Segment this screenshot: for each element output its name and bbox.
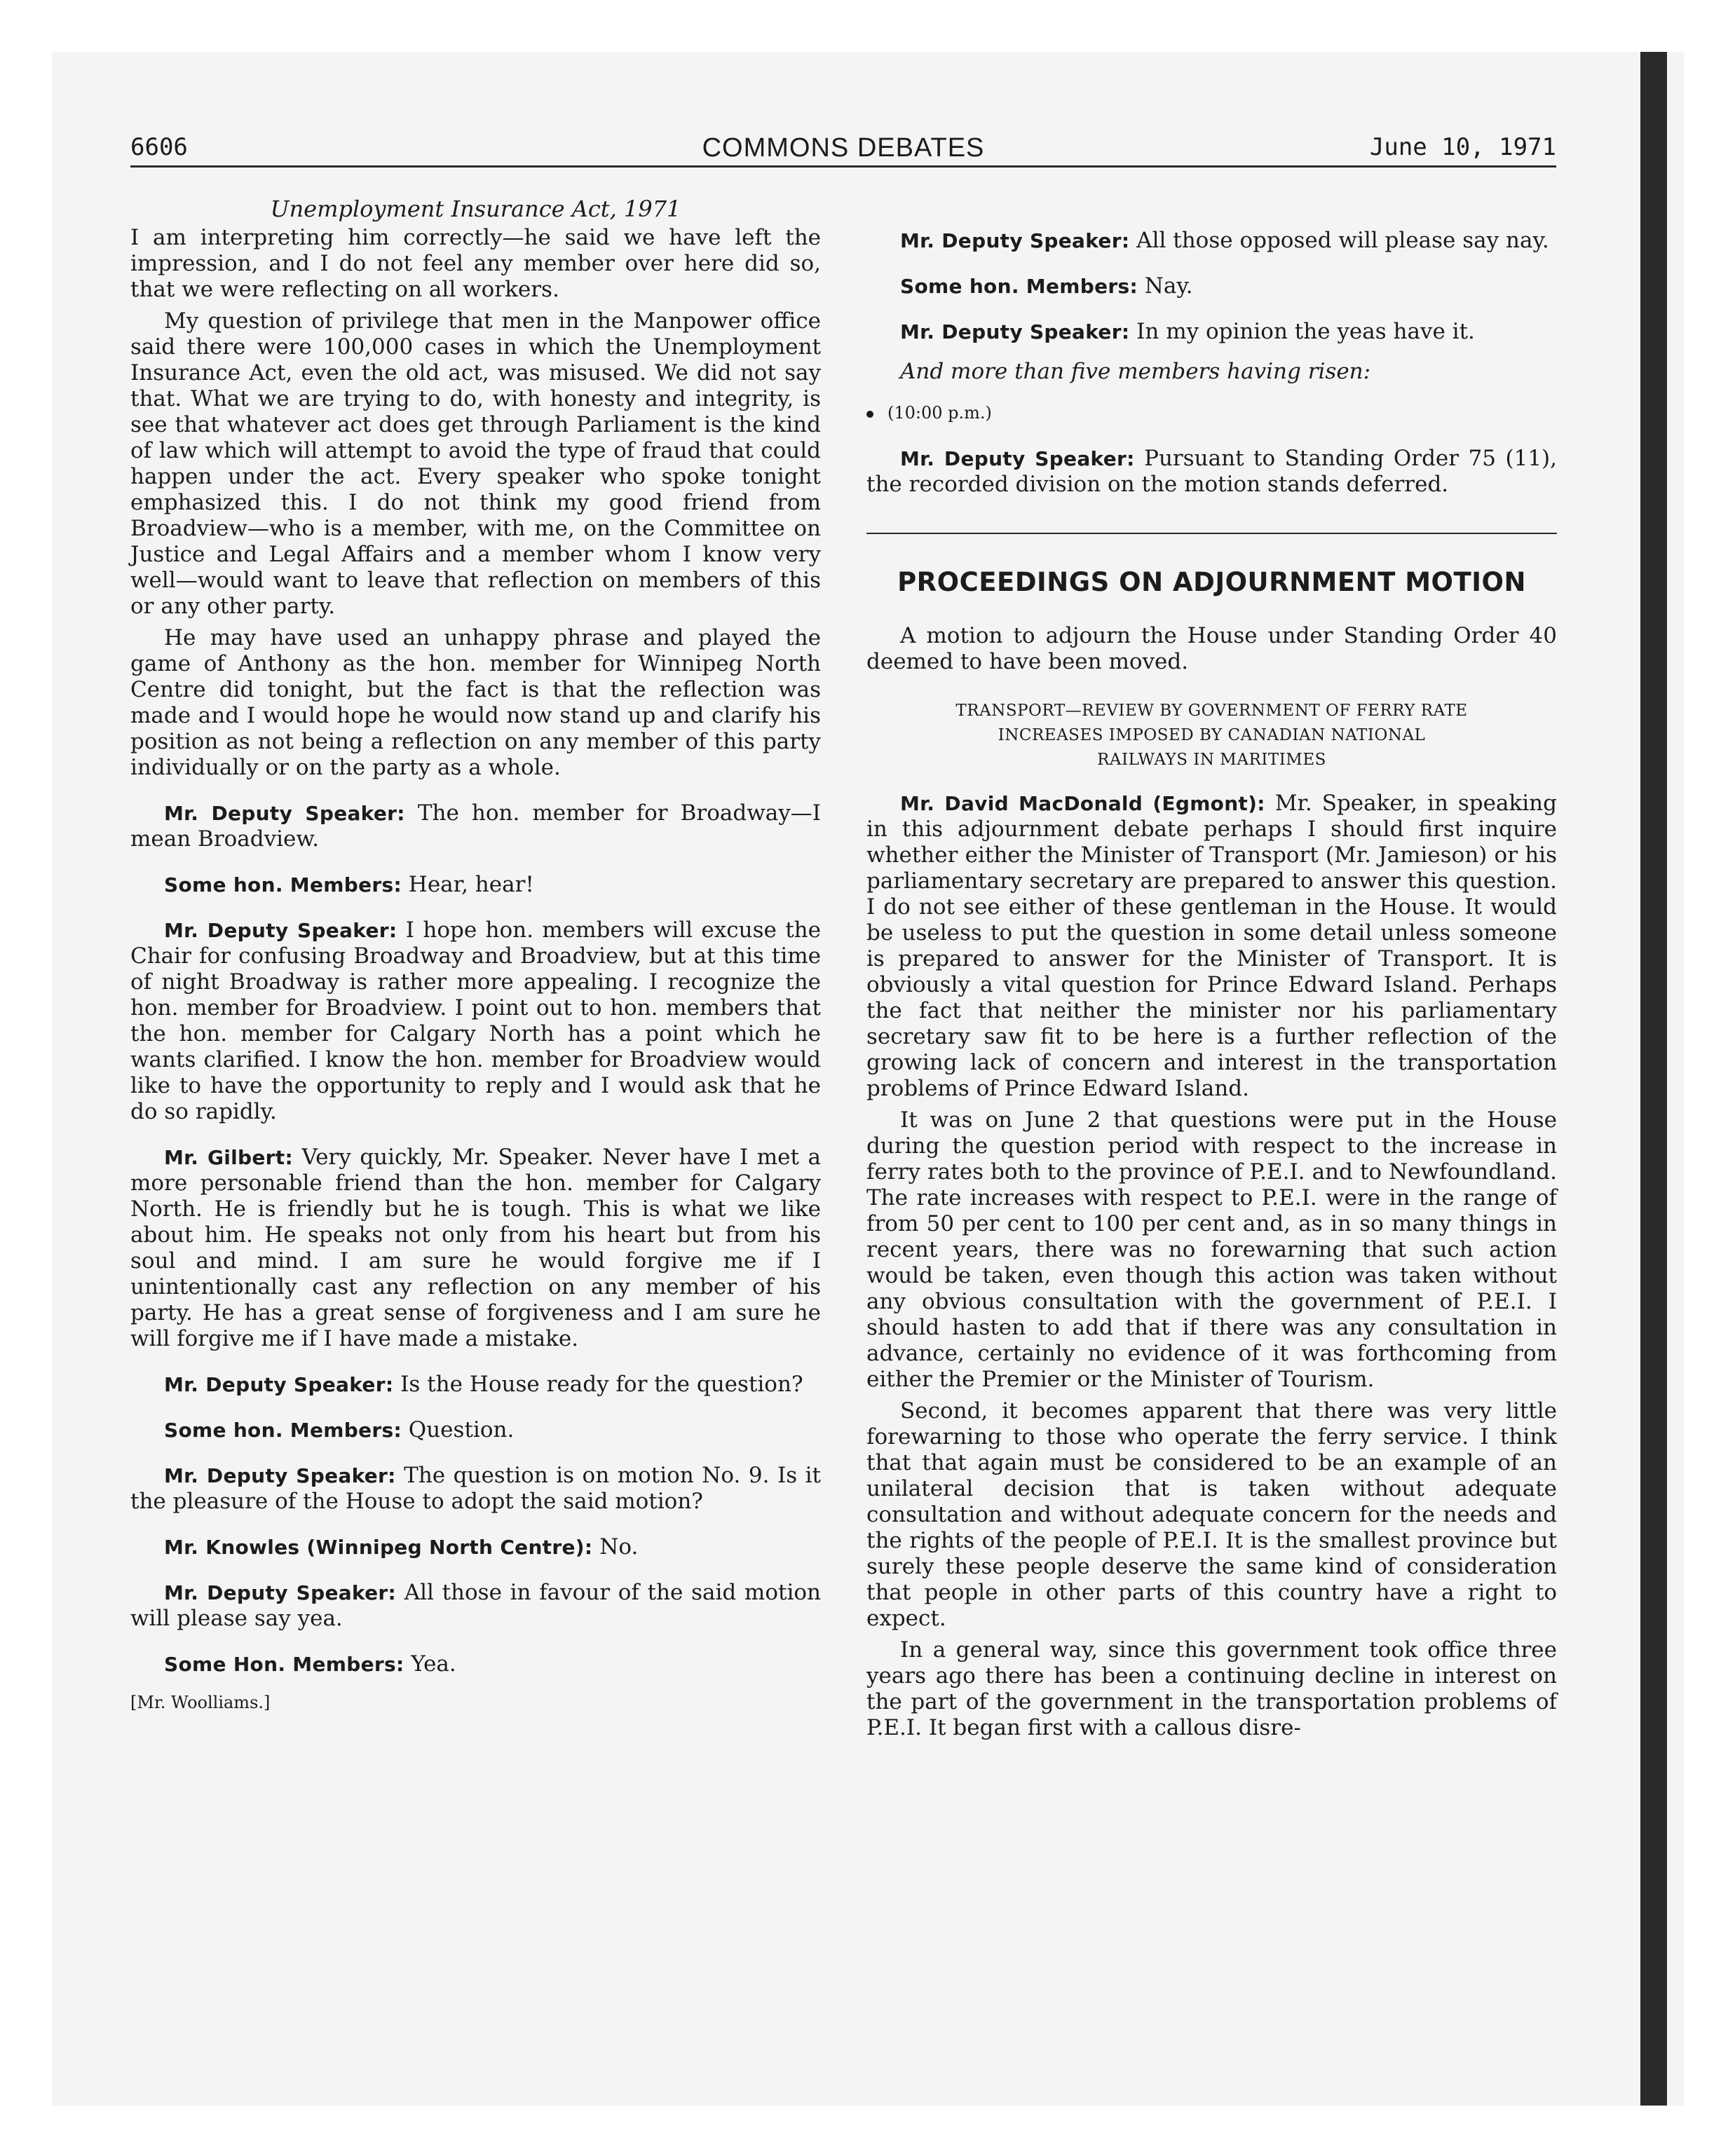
paragraph: Second, it becomes apparent that there was very little forewarning to those who operate the ferry service. I think that that again must be considered to be an example of an unilateral decision that is taken without adequate consultation and without adequate concern for the needs and the rights of the people of P.E.I. It is the smallest province but surely these people deserve the same kind of consideration that people in other parts of this country have a right to expect.	[866, 1398, 1557, 1631]
speaker-name: Mr. Deputy Speaker:	[164, 1581, 396, 1604]
speech	[130, 917, 821, 1125]
speaker-name: Mr. Deputy Speaker:	[164, 802, 405, 825]
speech	[866, 791, 1557, 1102]
publication-title: COMMONS DEBATES	[702, 133, 985, 163]
speech	[130, 1372, 821, 1398]
time-text: (10:00 p.m.)	[887, 403, 992, 423]
header-date: June 10, 1971	[1369, 133, 1556, 161]
speech	[866, 446, 1557, 498]
speech-text: I hope hon. members will excuse the Chair for confusing Broadway and Broadview, but at this time of night Broadway is rather more appealing. I recognize the hon. member for Broadview. I point out to hon. members that the hon. member for Calgary North has a point which he wants clarified. I know the hon. member for Broadview would like to have the opportunity to reply and I would ask that he do so rapidly.	[130, 917, 821, 1124]
paragraph: It was on June 2 that questions were put in the House during the question period with respect to the increase in ferry rates both to the province of P.E.I. and to Newfoundland. The rate increases with respect to P.E.I. were in the range of from 50 per cent to 100 per cent and, as in so many things in recent years, there was no forewarning that such action would be taken, even though this action was taken without any obvious consultation with the government of P.E.I. I should hasten to add that if there was any consultation in advance, certainly no evidence of it was forthcoming from either the Premier or the Minister of Tourism.	[866, 1107, 1557, 1392]
speech	[866, 228, 1557, 254]
speaker-name: Mr. Deputy Speaker:	[164, 1464, 396, 1487]
speaker-name: Mr. Deputy Speaker:	[900, 447, 1135, 470]
speech	[866, 273, 1557, 299]
hansard-page	[130, 126, 1557, 1740]
speech-text: Question.	[401, 1417, 515, 1442]
speech-text: The question is on motion No. 9. Is it the pleasure of the House to adopt the said motion?	[130, 1463, 821, 1514]
speech-text: Yea.	[404, 1651, 456, 1677]
speech-text: Nay.	[1137, 273, 1193, 299]
paragraph: He may have used an unhappy phrase and played the game of Anthony as the hon. member for Winnipeg North Centre did tonight, but the fact is that the reflection was made and I would hope he would now stand up and clarify his position as not being a reflection on any member of this party individually or on the party as a whole.	[130, 625, 821, 780]
page-header	[130, 126, 1556, 168]
page-number: 6606	[130, 133, 188, 161]
speech	[130, 1463, 821, 1515]
speech-text: The hon. member for Broadway—I mean Broadview.	[130, 800, 821, 852]
subheading-line: INCREASES IMPOSED BY CANADIAN NATIONAL	[998, 726, 1426, 744]
speech-text: Mr. Speaker, in speaking in this adjournment debate perhaps I should first inquire whether either the Minister of Transport (Mr. Jamieson) or his parliamentary secretary are prepared to answer this question. I do not see either of these gentleman in the House. It would be useless to put the question in some detail unless someone is prepared to answer for the Minister of Transport. It is obviously a vital question for Prince Edward Island. Perhaps the fact that neither the minister nor his parliamentary secretary saw fit to be here is a further reflection of the growing lack of concern and interest in the transportation problems of Prince Edward Island.	[866, 791, 1557, 1101]
speech	[130, 1580, 821, 1632]
speech	[130, 1534, 821, 1560]
speech-text: Pursuant to Standing Order 75 (11), the recorded division on the motion stands deferred.	[866, 446, 1557, 497]
speech	[130, 1417, 821, 1443]
section-heading: PROCEEDINGS ON ADJOURNMENT MOTION	[897, 567, 1526, 597]
speaker-name: Mr. David MacDonald (Egmont):	[900, 792, 1265, 815]
speech	[130, 1651, 821, 1677]
scan-edge-bar	[1640, 52, 1667, 2106]
speaker-name: Mr. Deputy Speaker:	[164, 919, 397, 942]
speaker-name: Some hon. Members:	[164, 873, 402, 896]
paragraph: In a general way, since this government took office three years ago there has been a continuing decline in interest on the part of the government in the transportation problems of P.E.I. It began first with a callous disre-	[866, 1637, 1557, 1740]
speaker-name: Some hon. Members:	[900, 275, 1138, 298]
time-marker	[866, 400, 1557, 426]
speech-text: Very quickly, Mr. Speaker. Never have I met a more personable friend than the hon. member for Calgary North. He is friendly but he is tough. This is what we like about him. He speaks not only from his heart but from his soul and mind. I am sure he would forgive me if I unintentionally cast any reflection on any member of his party. He has a great sense of forgiveness and I am sure he will forgive me if I have made a mistake.	[130, 1145, 821, 1351]
paragraph: A motion to adjourn the House under Standing Order 40 deemed to have been moved.	[866, 623, 1557, 674]
right-column	[866, 228, 1557, 1747]
speaker-name: Some Hon. Members:	[164, 1653, 404, 1676]
speaker-name: Mr. Knowles (Winnipeg North Centre):	[164, 1536, 593, 1559]
speaker-name: Mr. Deputy Speaker:	[900, 320, 1130, 343]
speaker-name: Mr. Deputy Speaker:	[164, 1373, 394, 1396]
speech	[130, 1145, 821, 1352]
speech-text: In my opinion the yeas have it.	[1129, 319, 1475, 344]
speech-text: Is the House ready for the question?	[393, 1372, 803, 1397]
running-title: Unemployment Insurance Act, 1971	[270, 196, 681, 222]
speaker-attribution: [Mr. Woolliams.]	[130, 1693, 271, 1712]
speaker-name: Some hon. Members:	[164, 1419, 402, 1442]
section-divider	[866, 533, 1557, 534]
speech-text: Hear, hear!	[401, 872, 534, 897]
speech	[130, 800, 821, 852]
speech-text: All those opposed will please say nay.	[1129, 228, 1549, 253]
speech	[866, 319, 1557, 345]
speech-text: No.	[592, 1534, 639, 1560]
bullet-icon	[866, 411, 873, 418]
subheading-line: RAILWAYS IN MARITIMES	[1097, 751, 1326, 769]
left-column	[130, 196, 821, 1716]
stage-direction: And more than five members having risen:	[900, 359, 1371, 384]
speech	[130, 872, 821, 898]
paragraph: My question of privilege that men in the Manpower office said there were 100,000 cases in which the Unemployment Insurance Act, even the old act, was misused. We did not say that. What we are trying to do, with honesty and integrity, is see that whatever act does get through Parliament is the kind of law which will attempt to avoid the type of fraud that could happen under the act. Every speaker who spoke tonight emphasized this. I do not think my good friend from Broadview—who is a member, with me, on the Committee on Justice and Legal Affairs and a member whom I know very well—would want to leave that reflection on members of this or any other party.	[130, 308, 821, 619]
debate-subheading	[866, 699, 1557, 772]
speaker-name: Mr. Gilbert:	[164, 1146, 293, 1169]
paragraph: I am interpreting him correctly—he said we have left the impression, and I do not feel any member over here did so, that we were reflecting on all workers.	[130, 225, 821, 302]
subheading-line: TRANSPORT—REVIEW BY GOVERNMENT OF FERRY RATE	[955, 702, 1468, 720]
speech-text: All those in favour of the said motion will please say yea.	[130, 1580, 821, 1631]
speaker-name: Mr. Deputy Speaker:	[900, 229, 1130, 252]
